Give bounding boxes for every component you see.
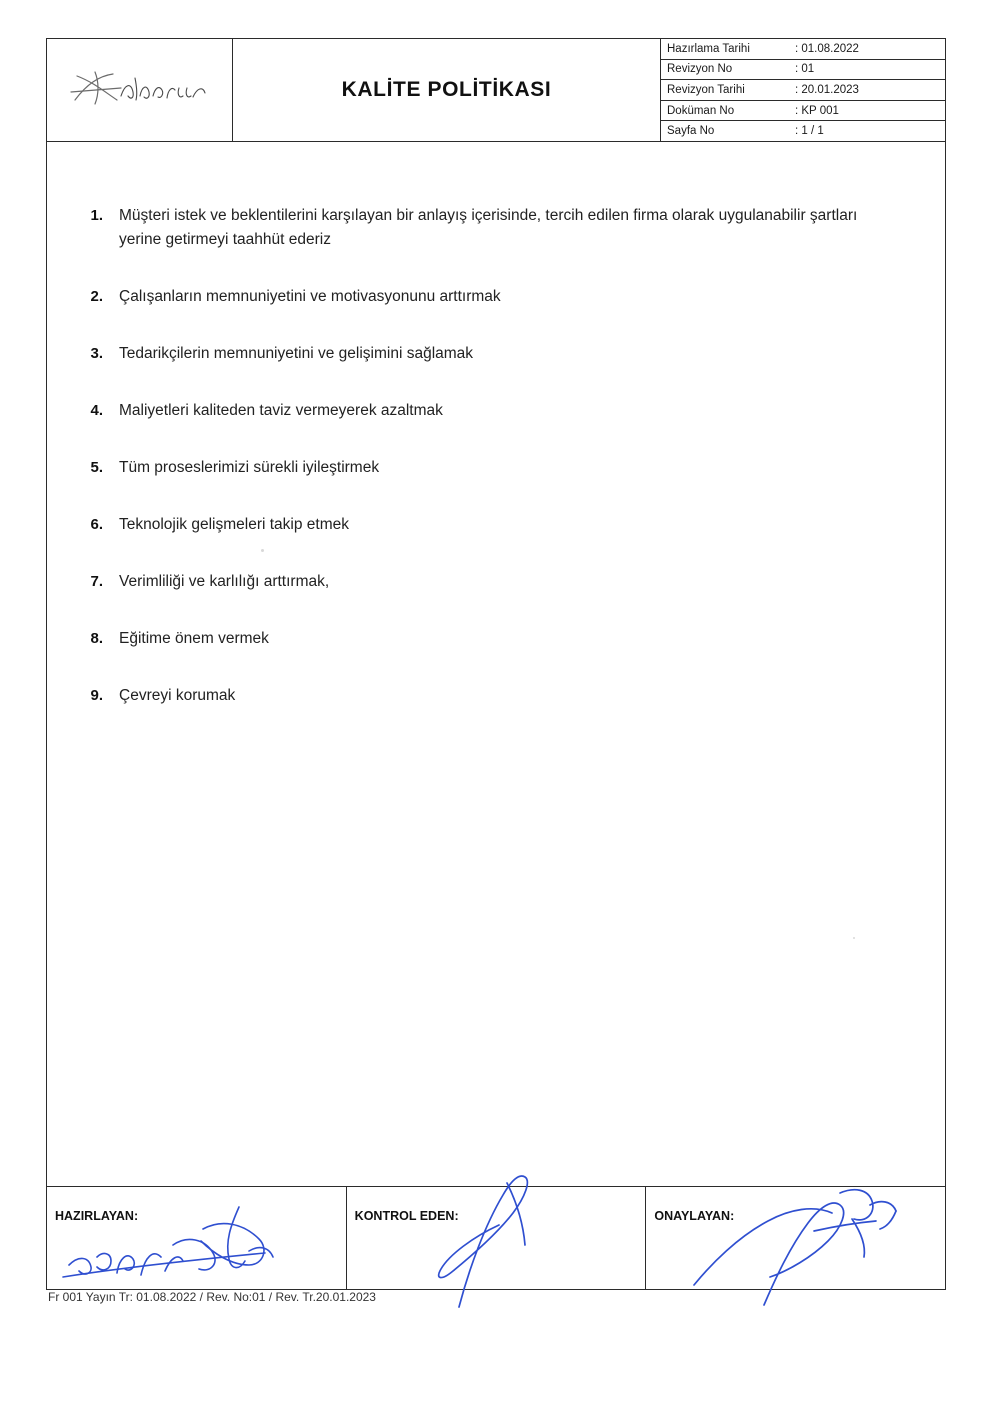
signature-label: ONAYLAYAN:: [654, 1209, 735, 1223]
document-title-cell: [233, 39, 661, 141]
document-meta-table: [661, 39, 945, 141]
list-item-number: 5.: [90, 459, 103, 477]
meta-value: : 20.01.2023: [795, 83, 859, 96]
list-item: [71, 204, 905, 252]
meta-label: Revizyon No: [667, 63, 733, 76]
list-item-number: 4.: [90, 402, 103, 420]
paper-speck: [261, 549, 264, 552]
signature-mark: [664, 1165, 924, 1315]
signature-cell-hazirlayan: [47, 1187, 347, 1289]
list-item: [71, 456, 905, 480]
footer-text: Fr 001 Yayın Tr: 01.08.2022 / Rev. No:01 / Rev. Tr.20.01.2023: [48, 1290, 376, 1304]
company-logo-icon: [65, 66, 215, 114]
list-item: [71, 684, 905, 708]
meta-row: [661, 39, 945, 60]
list-item-number: 7.: [90, 573, 103, 591]
signature-label: HAZIRLAYAN:: [55, 1209, 139, 1223]
list-item-text: Çevreyi korumak: [119, 687, 236, 705]
list-item-number: 2.: [90, 288, 103, 306]
list-item-text: Verimliliği ve karlılığı arttırmak,: [119, 573, 330, 591]
list-item-text: Tüm proseslerimizi sürekli iyileştirmek: [119, 459, 380, 477]
list-item-text: Tedarikçilerin memnuniyetini ve gelişimini sağlamak: [119, 345, 474, 363]
document-header: [47, 39, 945, 142]
list-item-text: Teknolojik gelişmeleri takip etmek: [119, 516, 350, 534]
list-item-number: 3.: [90, 345, 103, 363]
list-item-text: Çalışanların memnuniyetini ve motivasyonunu arttırmak: [119, 288, 501, 306]
list-item: [71, 627, 905, 651]
meta-row: [661, 121, 945, 141]
list-item: [71, 342, 905, 366]
meta-value: : 01: [795, 63, 815, 76]
list-item-number: 8.: [90, 630, 103, 648]
list-item-text: Maliyetleri kaliteden taviz vermeyerek azaltmak: [119, 402, 443, 420]
meta-row: [661, 80, 945, 101]
list-item: [71, 399, 905, 423]
list-item: [71, 570, 905, 594]
meta-value: : KP 001: [795, 104, 839, 117]
page-title: KALİTE POLİTİKASI: [341, 78, 552, 101]
list-item-text: Eğitime önem vermek: [119, 630, 269, 648]
company-logo-cell: [47, 39, 233, 141]
list-item: [71, 285, 905, 309]
document-page: [46, 38, 946, 1290]
list-item: [71, 513, 905, 537]
signature-row: [47, 1186, 945, 1289]
signature-cell-onaylayan: [646, 1187, 945, 1289]
meta-label: Sayfa No: [667, 125, 715, 138]
meta-value: : 01.08.2022: [795, 42, 859, 55]
meta-row: [661, 60, 945, 81]
list-item-number: 6.: [90, 516, 103, 534]
policy-list: [47, 142, 945, 1182]
signature-label: KONTROL EDEN:: [354, 1209, 459, 1223]
list-item-text: Müşteri istek ve beklentilerini karşılayan bir anlayış içerisinde, tercih edilen firma olarak uygulanabilir şartları yerine getirmeyi taahhüt ederiz: [119, 207, 858, 249]
signature-cell-kontrol-eden: [347, 1187, 647, 1289]
list-item-number: 1.: [90, 207, 103, 224]
meta-label: Hazırlama Tarihi: [667, 42, 750, 55]
meta-label: Doküman No: [667, 104, 735, 117]
meta-value: : 1 / 1: [795, 125, 824, 138]
meta-row: [661, 101, 945, 122]
list-item-number: 9.: [90, 687, 103, 705]
meta-label: Revizyon Tarihi: [667, 83, 745, 96]
paper-speck: [853, 937, 855, 939]
